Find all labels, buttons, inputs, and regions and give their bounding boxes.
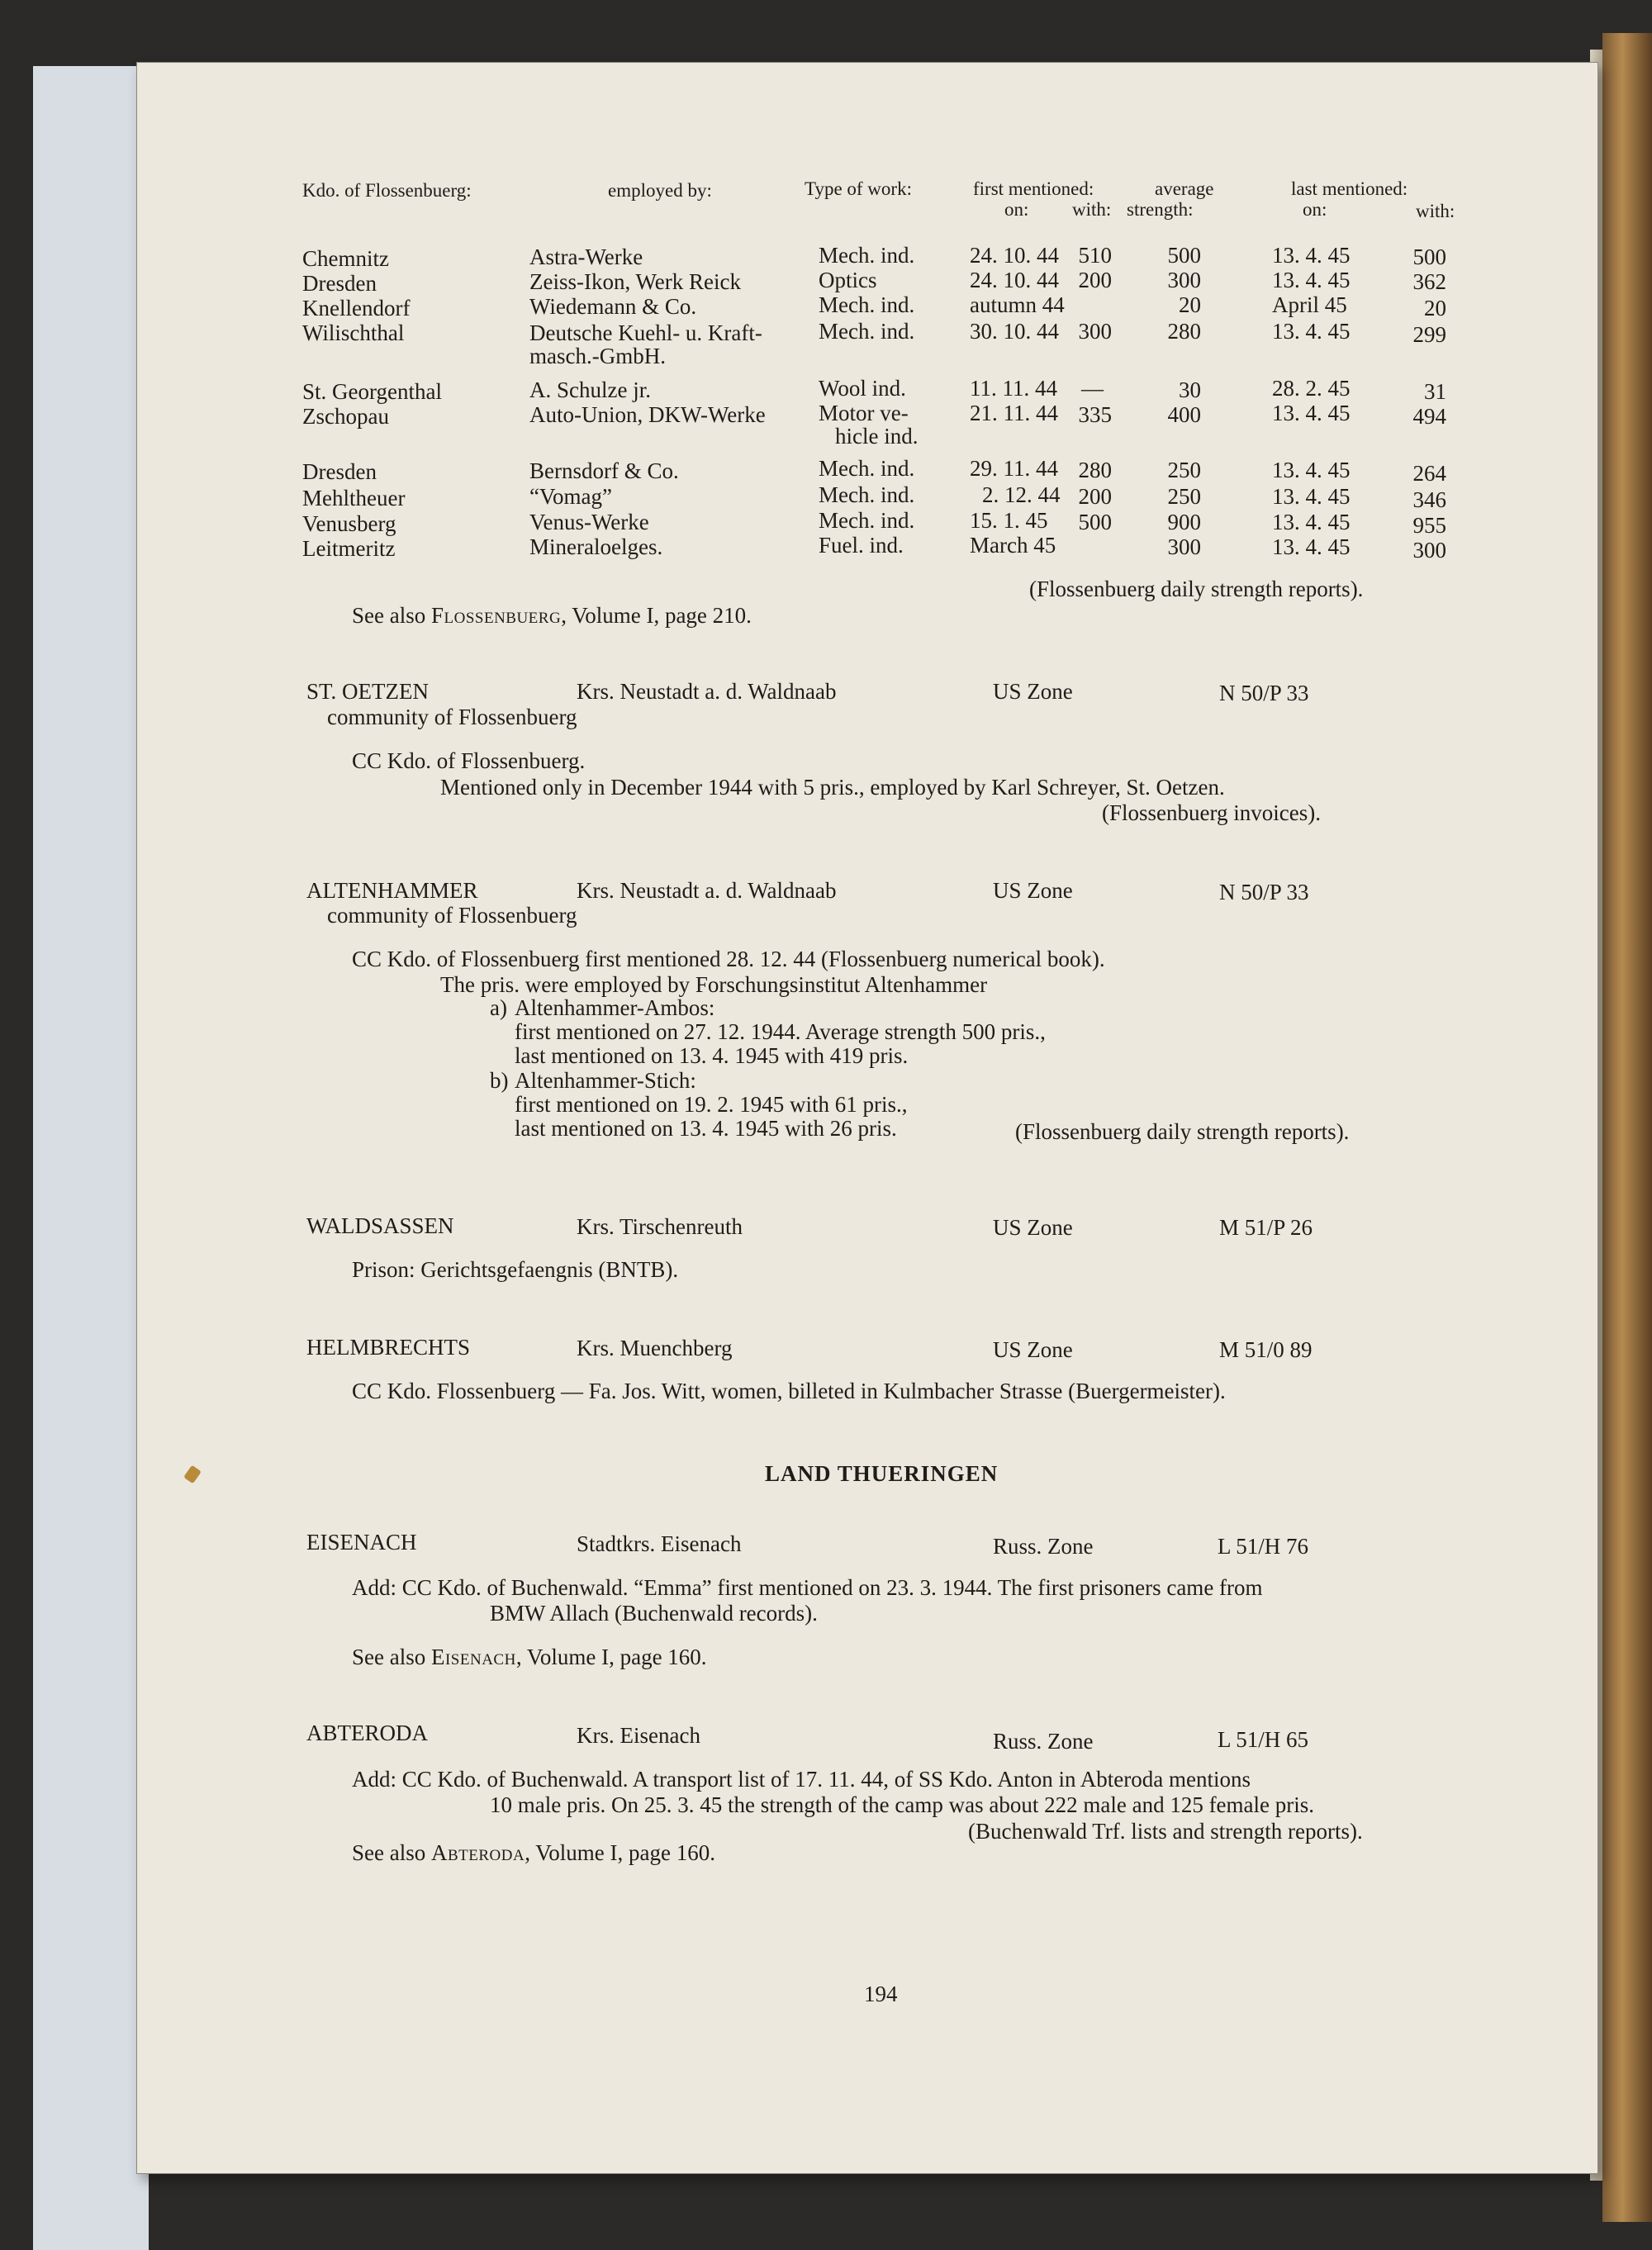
cell-employer: Mineraloelges. [529,534,663,559]
entry-zone: US Zone [993,1337,1073,1362]
entry-name: ST. OETZEN [306,679,429,704]
cell-first-with: 280 [1078,458,1112,482]
cell-first-with: 300 [1078,319,1112,344]
cell-place: Venusberg [302,511,396,536]
entry-text: Add: CC Kdo. of Buchenwald. “Emma” first mentioned on 23. 3. 1944. The first prisoners came from [352,1575,1263,1600]
cell-first-on: 15. 1. 45 [970,508,1048,533]
cell-average: 900 [1167,510,1201,534]
cell-average: 500 [1167,243,1201,268]
entry-text: last mentioned on 13. 4. 1945 with 419 pris. [515,1043,909,1068]
cell-work: Mech. ind. [819,319,915,344]
cell-work: Mech. ind. [819,482,915,507]
header-first-with: with: [1072,199,1112,220]
cell-work: Fuel. ind. [819,533,904,558]
cell-place: Dresden [302,459,377,484]
table-see-also: See also Flossenbuerg, Volume I, page 210. [352,603,752,628]
cell-place: St. Georgenthal [302,379,442,404]
entry-zone: Russ. Zone [993,1729,1094,1754]
entry-community: community of Flossenbuerg [327,903,577,928]
entry-community: community of Flossenbuerg [327,705,577,729]
cell-employer: A. Schulze jr. [529,377,651,402]
entry-grid: N 50/P 33 [1219,880,1309,904]
cell-last-with: 299 [1412,322,1446,347]
cell-first-with: 335 [1078,402,1112,427]
book-spine [1602,33,1652,2222]
cell-first-on: 24. 10. 44 [970,268,1059,292]
header-kdo: Kdo. of Flossenbuerg: [302,180,472,201]
cell-first-with: 510 [1078,243,1112,268]
cell-employer: Venus-Werke [529,510,649,534]
entry-text: The pris. were employed by Forschungsinstitut Altenhammer [440,972,988,997]
cell-first-on: 24. 10. 44 [970,243,1059,268]
entry-grid: M 51/P 26 [1219,1215,1313,1240]
cell-employer-cont: masch.-GmbH. [529,344,666,368]
entry-see-also: See also Eisenach, Volume I, page 160. [352,1645,707,1669]
cell-employer: Deutsche Kuehl- u. Kraft- [529,320,762,345]
cell-work: Optics [819,268,877,292]
header-last-with: with: [1416,201,1455,221]
entry-text: BMW Allach (Buchenwald records). [490,1601,818,1626]
cell-last-with: 362 [1412,269,1446,294]
entry-text: Prison: Gerichtsgefaengnis (BNTB). [352,1257,679,1282]
header-last-on: on: [1303,199,1327,220]
cell-last-with: 494 [1412,404,1446,429]
entry-district: Krs. Neustadt a. d. Waldnaab [577,679,837,704]
cell-last-on: 13. 4. 45 [1272,484,1351,509]
entry-name: EISENACH [306,1530,417,1555]
cell-place: Wilischthal [302,320,405,345]
cell-last-with: 31 [1424,379,1446,404]
entry-grid: L 51/H 65 [1218,1727,1308,1752]
cell-last-with: 20 [1424,296,1446,320]
section-heading: LAND THUERINGEN [765,1461,999,1486]
list-label-a: a) [490,995,507,1020]
entry-text: Mentioned only in December 1944 with 5 pris., employed by Karl Schreyer, St. Oetzen. [440,775,1225,800]
cell-employer: Auto-Union, DKW-Werke [529,402,766,427]
document-page [136,62,1598,2174]
cell-first-on: 11. 11. 44 [970,376,1057,401]
cell-employer: Bernsdorf & Co. [529,458,679,483]
cell-work: Motor ve- [819,401,909,425]
cell-last-with: 955 [1412,513,1446,538]
cell-work: Mech. ind. [819,243,915,268]
cell-last-on: 13. 4. 45 [1272,243,1351,268]
entry-text: CC Kdo. of Flossenbuerg. [352,748,586,773]
entry-text: first mentioned on 19. 2. 1945 with 61 pris., [515,1092,908,1117]
entry-name: ALTENHAMMER [306,878,478,903]
cell-last-with: 346 [1412,487,1446,512]
header-first-on: on: [1004,199,1029,220]
entry-grid: N 50/P 33 [1219,681,1309,705]
cell-last-with: 300 [1412,538,1446,562]
entry-see-also: See also Abteroda, Volume I, page 160. [352,1840,715,1865]
entry-text: Add: CC Kdo. of Buchenwald. A transport list of 17. 11. 44, of SS Kdo. Anton in Abteroda mentions [352,1767,1251,1792]
cell-last-on: 13. 4. 45 [1272,458,1351,482]
cell-average: 400 [1167,402,1201,427]
cell-last-on: 13. 4. 45 [1272,401,1351,425]
cell-employer: Wiedemann & Co. [529,294,697,319]
cell-average: 300 [1167,534,1201,559]
cell-first-on: 30. 10. 44 [970,319,1059,344]
cell-first-with: 500 [1078,510,1112,534]
entry-text: CC Kdo. Flossenbuerg — Fa. Jos. Witt, women, billeted in Kulmbacher Strasse (Buergermeister). [352,1379,1226,1403]
entry-zone: Russ. Zone [993,1534,1094,1559]
cell-last-on: 28. 2. 45 [1272,376,1351,401]
cell-work: Mech. ind. [819,292,915,317]
cell-last-with: 500 [1412,244,1446,269]
cell-first-with: — [1081,376,1104,401]
cell-average: 280 [1167,319,1201,344]
cell-last-on: 13. 4. 45 [1272,319,1351,344]
scanner-background [33,66,149,2250]
cell-place: Knellendorf [302,296,411,320]
entry-name: ABTERODA [306,1721,428,1745]
entry-text: first mentioned on 27. 12. 1944. Average strength 500 pris., [515,1019,1046,1044]
cell-place: Chemnitz [302,246,389,271]
cell-employer: Astra-Werke [529,244,643,269]
cell-first-on: 2. 12. 44 [982,482,1061,507]
cell-work: Mech. ind. [819,456,915,481]
entry-name: WALDSASSEN [306,1213,454,1238]
cell-average: 250 [1167,458,1201,482]
entry-district: Krs. Neustadt a. d. Waldnaab [577,878,837,903]
entry-text: CC Kdo. of Flossenbuerg first mentioned 28. 12. 44 (Flossenbuerg numerical book). [352,947,1105,971]
cell-work-cont: hicle ind. [835,424,919,449]
cell-employer: Zeiss-Ikon, Werk Reick [529,269,742,294]
cell-first-on: March 45 [970,533,1056,558]
cell-place: Leitmeritz [302,536,396,561]
list-title-b: Altenhammer-Stich: [515,1068,696,1093]
entry-source: (Flossenbuerg daily strength reports). [1015,1119,1350,1144]
entry-district: Krs. Eisenach [577,1723,700,1748]
cell-last-on: 13. 4. 45 [1272,510,1351,534]
list-title-a: Altenhammer-Ambos: [515,995,715,1020]
cell-average: 20 [1179,292,1201,317]
cell-first-with: 200 [1078,268,1112,292]
entry-text: 10 male pris. On 25. 3. 45 the strength of the camp was about 222 male and 125 female pris. [490,1792,1315,1817]
entry-district: Stadtkrs. Eisenach [577,1531,742,1556]
entry-source: (Flossenbuerg invoices). [1102,800,1321,825]
cell-last-on: 13. 4. 45 [1272,534,1351,559]
cell-place: Mehltheuer [302,486,406,510]
entry-source: (Buchenwald Trf. lists and strength reports). [968,1819,1363,1844]
cell-last-with: 264 [1412,461,1446,486]
entry-zone: US Zone [993,1215,1073,1240]
cell-employer: “Vomag” [529,484,612,509]
cell-first-on: 21. 11. 44 [970,401,1058,425]
list-label-b: b) [490,1068,509,1093]
entry-district: Krs. Muenchberg [577,1336,733,1360]
header-average: average [1155,178,1214,199]
cell-average: 250 [1167,484,1201,509]
cell-work: Wool ind. [819,376,906,401]
entry-zone: US Zone [993,878,1073,903]
cell-last-on: April 45 [1272,292,1347,317]
cell-place: Dresden [302,271,377,296]
cell-average: 300 [1167,268,1201,292]
entry-name: HELMBRECHTS [306,1335,471,1360]
header-strength: strength: [1127,199,1194,220]
entry-grid: M 51/0 89 [1219,1337,1313,1362]
cell-last-on: 13. 4. 45 [1272,268,1351,292]
table-source: (Flossenbuerg daily strength reports). [1029,577,1364,601]
entry-zone: US Zone [993,679,1073,704]
cell-first-on: autumn 44 [970,292,1065,317]
header-type-of-work: Type of work: [805,178,912,199]
cell-first-on: 29. 11. 44 [970,456,1058,481]
entry-district: Krs. Tirschenreuth [577,1214,743,1239]
cell-average: 30 [1179,377,1201,402]
paper-mark [183,1465,202,1484]
entry-text: last mentioned on 13. 4. 1945 with 26 pris. [515,1116,897,1141]
entry-grid: L 51/H 76 [1218,1534,1308,1559]
cell-first-with: 200 [1078,484,1112,509]
header-last-mentioned: last mentioned: [1291,178,1408,199]
cell-work: Mech. ind. [819,508,915,533]
header-first-mentioned: first mentioned: [973,178,1094,199]
page-number: 194 [864,1982,898,2006]
header-employed-by: employed by: [608,180,712,201]
cell-place: Zschopau [302,404,389,429]
